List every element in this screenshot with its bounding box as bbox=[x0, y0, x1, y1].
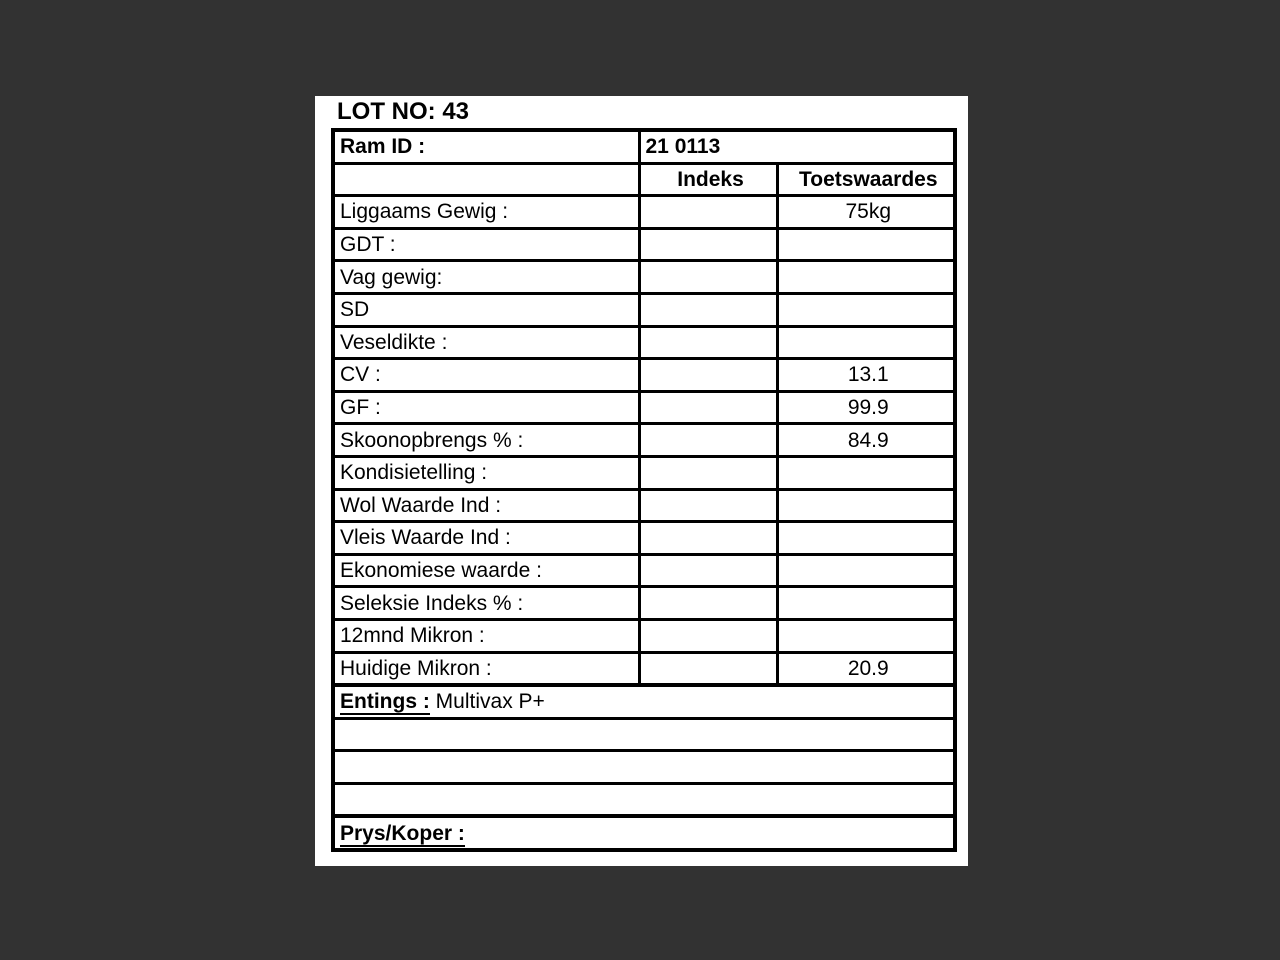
toets-value: 99.9 bbox=[777, 391, 955, 424]
row-label: Liggaams Gewig : bbox=[333, 196, 639, 229]
indeks-value bbox=[639, 554, 777, 587]
toets-value bbox=[777, 228, 955, 261]
ram-lot-table bbox=[331, 128, 957, 852]
row-label: Skoonopbrengs % : bbox=[333, 424, 639, 457]
lot-number: LOT NO: 43 bbox=[337, 98, 470, 125]
indeks-value bbox=[639, 587, 777, 620]
row-label: Huidige Mikron : bbox=[333, 652, 639, 685]
table-row bbox=[333, 522, 955, 555]
toets-value bbox=[777, 261, 955, 294]
indeks-value bbox=[639, 196, 777, 229]
header-empty-cell bbox=[333, 163, 639, 196]
indeks-value bbox=[639, 228, 777, 261]
indeks-value bbox=[639, 522, 777, 555]
toets-value bbox=[777, 456, 955, 489]
indeks-value bbox=[639, 326, 777, 359]
column-header-row bbox=[333, 163, 955, 196]
indeks-value bbox=[639, 391, 777, 424]
entings-cell bbox=[333, 685, 955, 718]
toets-value bbox=[777, 587, 955, 620]
table-row bbox=[333, 652, 955, 685]
toets-value bbox=[777, 489, 955, 522]
toets-value bbox=[777, 293, 955, 326]
column-header-indeks: Indeks bbox=[639, 163, 777, 196]
toets-value bbox=[777, 554, 955, 587]
indeks-value bbox=[639, 424, 777, 457]
blank-cell bbox=[333, 751, 955, 784]
row-label: Vag gewig: bbox=[333, 261, 639, 294]
indeks-value bbox=[639, 293, 777, 326]
entings-value: Multivax P+ bbox=[435, 690, 545, 714]
toets-value: 84.9 bbox=[777, 424, 955, 457]
table-row bbox=[333, 619, 955, 652]
toets-value: 13.1 bbox=[777, 359, 955, 392]
row-label: SD bbox=[333, 293, 639, 326]
entings-row bbox=[333, 685, 955, 718]
row-label: Ekonomiese waarde : bbox=[333, 554, 639, 587]
table-row bbox=[333, 554, 955, 587]
prys-koper-cell bbox=[333, 816, 955, 850]
document-page bbox=[315, 96, 968, 866]
table-row bbox=[333, 326, 955, 359]
toets-value bbox=[777, 619, 955, 652]
table-row bbox=[333, 228, 955, 261]
row-label: Seleksie Indeks % : bbox=[333, 587, 639, 620]
row-label: GDT : bbox=[333, 228, 639, 261]
row-label: Wol Waarde Ind : bbox=[333, 489, 639, 522]
prys-koper-label: Prys/Koper : bbox=[340, 821, 465, 845]
prys-koper-row bbox=[333, 816, 955, 850]
entings-label: Entings : bbox=[340, 690, 430, 714]
row-label: Kondisietelling : bbox=[333, 456, 639, 489]
table-row bbox=[333, 587, 955, 620]
table-row bbox=[333, 359, 955, 392]
table-row bbox=[333, 261, 955, 294]
table-row bbox=[333, 489, 955, 522]
row-label: CV : bbox=[333, 359, 639, 392]
indeks-value bbox=[639, 456, 777, 489]
indeks-value bbox=[639, 359, 777, 392]
table-row bbox=[333, 391, 955, 424]
blank-cell bbox=[333, 718, 955, 751]
column-header-toetswaardes: Toetswaardes bbox=[777, 163, 955, 196]
table-row bbox=[333, 293, 955, 326]
ram-id-label: Ram ID : bbox=[333, 130, 639, 163]
row-label: 12mnd Mikron : bbox=[333, 619, 639, 652]
indeks-value bbox=[639, 619, 777, 652]
table-row bbox=[333, 196, 955, 229]
indeks-value bbox=[639, 261, 777, 294]
toets-value: 75kg bbox=[777, 196, 955, 229]
table-row bbox=[333, 456, 955, 489]
table-row bbox=[333, 424, 955, 457]
ram-id-value: 21 0113 bbox=[639, 130, 955, 163]
row-label: Veseldikte : bbox=[333, 326, 639, 359]
ram-id-row bbox=[333, 130, 955, 163]
row-label: GF : bbox=[333, 391, 639, 424]
indeks-value bbox=[639, 652, 777, 685]
blank-row bbox=[333, 783, 955, 816]
toets-value: 20.9 bbox=[777, 652, 955, 685]
toets-value bbox=[777, 326, 955, 359]
blank-cell bbox=[333, 783, 955, 816]
toets-value bbox=[777, 522, 955, 555]
row-label: Vleis Waarde Ind : bbox=[333, 522, 639, 555]
indeks-value bbox=[639, 489, 777, 522]
blank-row bbox=[333, 718, 955, 751]
blank-row bbox=[333, 751, 955, 784]
